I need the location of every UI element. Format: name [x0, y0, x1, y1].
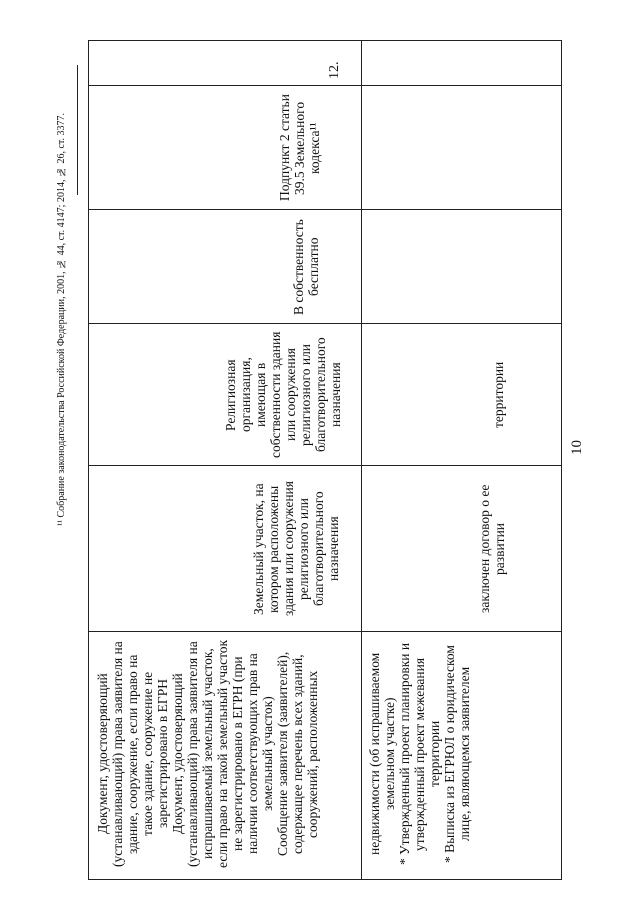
- column-divider-3: [89, 323, 561, 324]
- required-documents: [93, 635, 359, 879]
- page-number: 10: [569, 440, 585, 455]
- document-table: [88, 40, 562, 880]
- document-3: Сообщение заявителя (заявителей), содержащее перечень всех зданий, сооружений, расположенных: [275, 651, 320, 857]
- document-2: Документ, удостоверяющий (устанавливающий) права заявителя на испрашиваемый земельный участок, если право на такой земельный участок не зарегистрировано в ЕГРН (при наличии соответствующих прав на земельный участок): [170, 639, 275, 869]
- applicant: Религиозная организация, имеющая в собственности здания или сооружения религиозного или благотворительного назначения: [223, 331, 343, 459]
- prev-row-col3: территории: [491, 361, 506, 429]
- legal-basis: Подпункт 2 статьи 39.5 Земельного кодекса¹¹: [277, 94, 322, 202]
- column-divider-5: [89, 631, 561, 632]
- column-divider-4: [89, 465, 561, 466]
- column-divider-1: [89, 85, 561, 86]
- prev-row-doc-2: * Утвержденный проект планировки и утвержденный проект межевания территории: [397, 642, 442, 866]
- document-1: Документ, удостоверяющий (устанавливающий) права заявителя на здание, сооружение, если право на такое здание, сооружение не зарегистрировано в ЕГРН: [95, 641, 170, 867]
- land-plot: Земельный участок, на котором расположены здания или сооружения религиозного или благотворительного назначения: [251, 481, 341, 617]
- row-divider: [361, 41, 362, 879]
- column-divider-2: [89, 209, 561, 210]
- row-number: 12.: [327, 61, 342, 79]
- prev-row-col4: заключен договор о ее развитии: [477, 484, 507, 614]
- prev-row-doc-1: недвижимости (об испрашиваемом земельном участке): [367, 652, 397, 856]
- right-type: В собственность бесплатно: [291, 219, 321, 315]
- prev-row-doc-3: * Выписка из ЕГРЮЛ о юридическом лице, являющемся заявителем: [442, 645, 472, 863]
- footnote: ¹¹ Собрание законодательства Российской Федерации, 2001, № 44, ст. 4147; 2014, № 26, ст. 3377.: [56, 112, 67, 526]
- footnote-divider: [77, 65, 78, 195]
- prev-row-col5: [365, 635, 559, 879]
